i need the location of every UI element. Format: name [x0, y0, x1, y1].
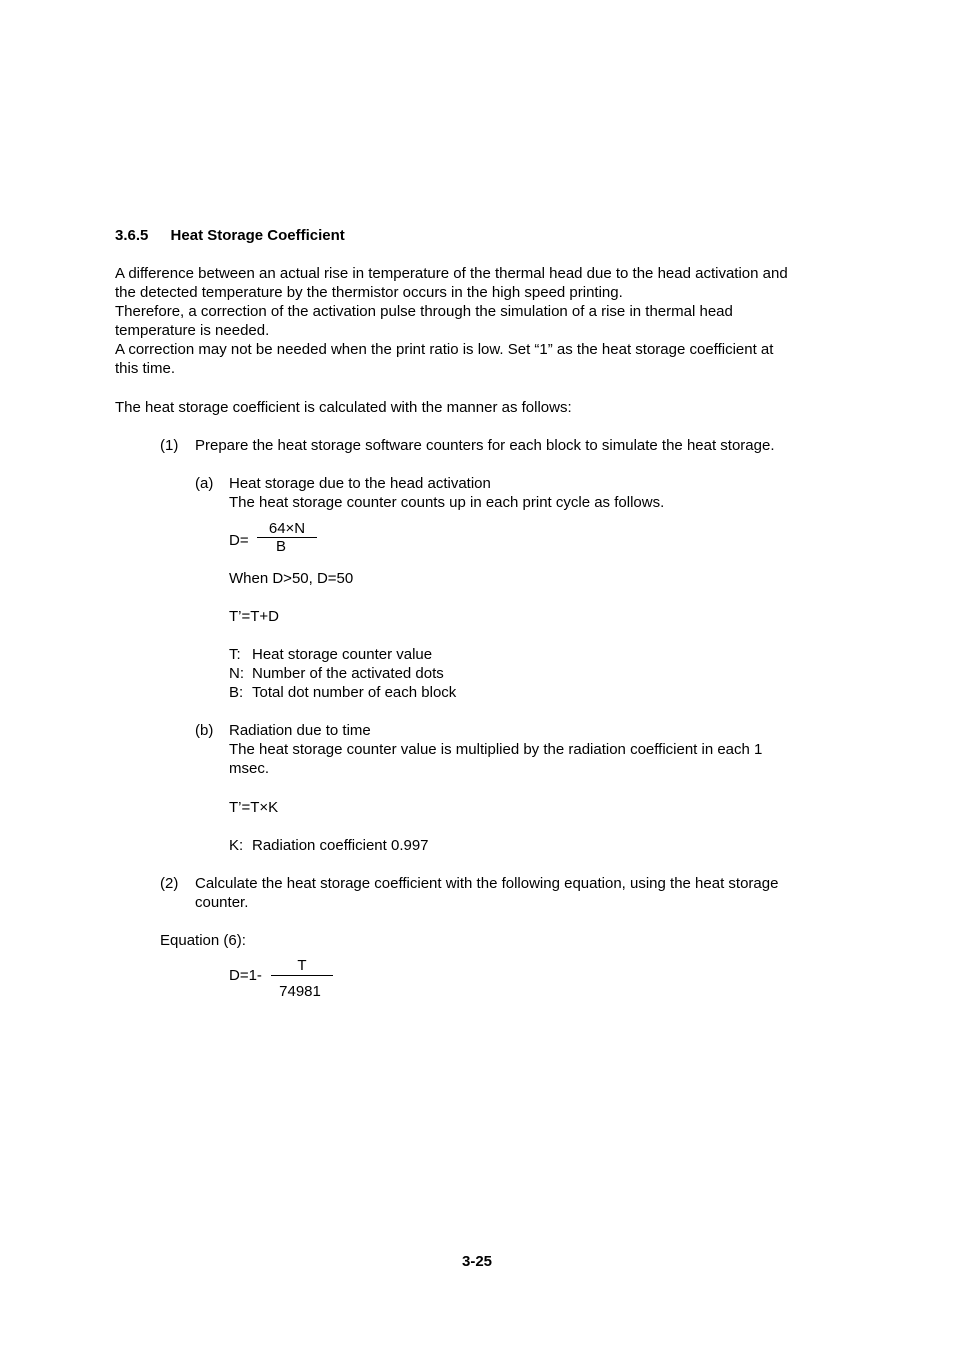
equation-lhs: D=1- [229, 967, 262, 984]
step-text: Calculate the heat storage coefficient with the following equation, using the heat storage [195, 875, 779, 892]
substep-desc: The heat storage counter counts up in each print cycle as follows. [229, 494, 665, 511]
definition-symbol: N: [229, 665, 244, 682]
intro-line: the detected temperature by the thermistor occurs in the high speed printing. [115, 284, 623, 301]
equation-denominator: 74981 [279, 983, 321, 1000]
update-equation: T’=T×K [229, 799, 279, 816]
equation-numerator: 64×N [268, 520, 306, 537]
page-number: 3-25 [461, 1253, 493, 1270]
section-title: Heat Storage Coefficient [170, 227, 345, 244]
intro-line: temperature is needed. [115, 322, 270, 339]
substep-title: Radiation due to time [229, 722, 371, 739]
definition-row [229, 683, 456, 702]
update-equation: T’=T+D [229, 608, 280, 625]
definition-symbol: B: [229, 684, 244, 701]
definition-symbol: T: [229, 646, 241, 663]
equation-numerator: T [297, 957, 307, 974]
condition-text: When D>50, D=50 [229, 570, 354, 587]
definition-text: Number of the activated dots [252, 665, 444, 682]
substep-desc: The heat storage counter value is multiplied by the radiation coefficient in each 1 [229, 741, 763, 758]
step-text: counter. [195, 894, 249, 911]
intro-line: A correction may not be needed when the print ratio is low. Set “1” as the heat storage coefficient at [115, 341, 774, 358]
definition-symbol: K: [229, 837, 244, 854]
definition-text: Radiation coefficient 0.997 [252, 837, 429, 854]
intro-line: Therefore, a correction of the activation pulse through the simulation of a rise in thermal head [115, 303, 733, 320]
substep-title: Heat storage due to the head activation [229, 475, 491, 492]
substep-desc: msec. [229, 760, 270, 777]
section-heading [115, 226, 345, 245]
intro-line: A difference between an actual rise in temperature of the thermal head due to the head activation and [115, 265, 788, 282]
substep-label: (b) [195, 722, 214, 739]
fraction-bar [271, 975, 333, 976]
definition-text: Heat storage counter value [252, 646, 433, 663]
definition-row [229, 836, 429, 855]
equation-lhs: D= [229, 532, 249, 549]
step-number: (1) [160, 437, 179, 454]
step-text: Prepare the heat storage software counters for each block to simulate the heat storage. [195, 437, 775, 454]
intro-line: The heat storage coefficient is calculated with the manner as follows: [115, 399, 572, 416]
definition-row [229, 664, 444, 683]
step-number: (2) [160, 875, 179, 892]
substep-label: (a) [195, 475, 214, 492]
definition-text: Total dot number of each block [252, 684, 457, 701]
definition-row [229, 645, 432, 664]
intro-line: this time. [115, 360, 176, 377]
equation-label: Equation (6): [160, 932, 246, 949]
section-number: 3.6.5 [115, 227, 149, 244]
equation-denominator: B [275, 538, 286, 555]
